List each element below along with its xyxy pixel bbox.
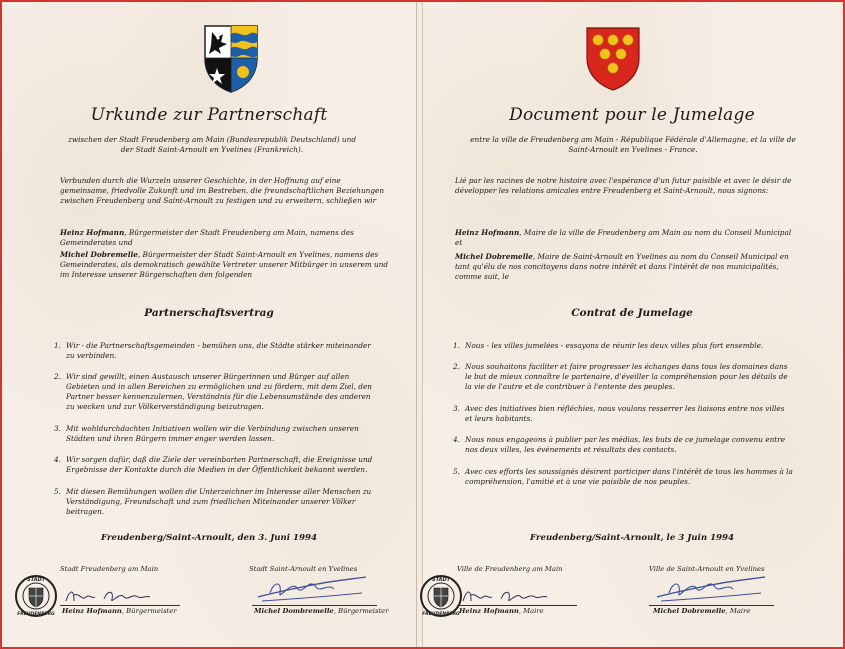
german-item-number: 3. <box>54 424 61 433</box>
french-signatory-1-name: Heinz Hofmann <box>455 228 520 237</box>
french-item-number: 3. <box>453 404 460 413</box>
german-item-text: Wir sind gewillt, einen Austausch unserer Bürgerinnen und Bürger auf allen Gebieten und in allen Bereichen zu ermöglichen und zu fördern, mit dem Ziel, den Partner besser kennenzulernen, Verständnis für die Lebensumstände des anderen zu wecken und zur Völkerverständigung beizutragen. <box>66 372 372 411</box>
german-subtitle: Partnerschaftsvertrag <box>144 307 274 319</box>
french-item-3 <box>453 404 793 424</box>
german-item-3 <box>54 424 374 444</box>
german-signatory-1-text: , Bürgermeister der Stadt Freudenberg am Main, namens des Gemeinderates und <box>60 228 354 247</box>
german-sign-left-name <box>62 607 177 615</box>
german-signatory-2-name: Michel Dobremelle <box>60 250 138 259</box>
german-sign-left-name-text: Heinz Hofmann <box>62 607 122 615</box>
french-sign-left-label: Ville de Freudenberg am Main <box>457 565 563 573</box>
german-sign-right-label: Stadt Saint-Arnoult en Yvelines <box>249 565 358 573</box>
german-intro: zwischen der Stadt Freudenberg am Main (Bundesrepublik Deutschland) und der Stadt Saint-Arnoult en Yvelines (Frankreich). <box>67 135 356 154</box>
german-item-1 <box>54 341 374 361</box>
german-item-text: Wir sorgen dafür, daß die Ziele der vereinbarten Partnerschaft, die Ereignisse und Ergebnisse der Kontakte durch die Medien in der Öffentlichkeit bekannt werden. <box>66 455 373 474</box>
french-item-number: 2. <box>453 362 460 371</box>
german-sign-right-name <box>254 607 388 615</box>
handwritten-signature-icon <box>459 585 549 607</box>
french-subtitle: Contrat de Jumelage <box>571 307 693 319</box>
french-sign-left-name-text: Heinz Hofmann <box>459 607 519 615</box>
german-signatory-2-text: , Bürgermeister der Stadt Saint-Arnoult en Yvelines, namens des Gemeinderates, als demokratisch gewählte Vertreter unserer Mitbürger in unserem und im Interesse unserer Bürgerschaften den folgenden <box>60 250 389 279</box>
french-sign-right-role: , Maire <box>725 607 751 615</box>
svg-text:FREUDENBERG: FREUDENBERG <box>422 612 460 617</box>
french-item-5 <box>453 467 793 487</box>
french-item-2 <box>453 362 793 392</box>
german-sign-right-name-text: Michel Dombremelle <box>254 607 334 615</box>
german-sign-left-role: , Bürgermeister <box>121 607 177 615</box>
german-certificate-page <box>2 2 417 647</box>
german-sign-right-line <box>252 605 377 606</box>
svg-text:FREUDENBERG: FREUDENBERG <box>17 612 55 617</box>
svg-text:STADT: STADT <box>26 577 46 583</box>
german-item-text: Mit diesen Bemühungen wollen die Unterzeichner im Interesse aller Menschen zu Verständigung, Freundschaft und zum friedlichen Miteinander unserer Völker beitragen. <box>66 487 372 516</box>
french-item-1 <box>453 341 793 351</box>
french-item-4 <box>453 435 793 455</box>
german-item-number: 5. <box>54 487 61 496</box>
french-item-text: Nous souhaitons faciliter et faire progresser les échanges dans tous les domaines dans le but de mieux connaître le partenaire, d'éveiller la compréhension pour les détails de la vie de l'autre et de contribuer à l'entente des peuples. <box>465 362 788 391</box>
french-item-text: Avec des initiatives bien réfléchies, nous voulons resserrer les liaisons entre nos villes et leurs habitants. <box>465 404 785 423</box>
german-preamble: Verbunden durch die Wurzeln unserer Geschichte, in der Hoffnung auf eine gemeinsame, friedvolle Zukunft und im Bestreben, die freundschaftlichen Beziehungen zwischen Freudenberg und Saint-Arnoult zu festigen und zu erweitern, schließen wir <box>60 176 385 205</box>
french-item-text: Avec ces efforts les soussignés désirent participer dans l'intérêt de tous les hommes à la compréhension, l'amitié et à une vie paisible de nos peuples. <box>465 467 793 486</box>
french-item-text: Nous nous engageons à publier par les médias, les buts de ce jumelage convenu entre nos deux villes, les événements et résultats des contacts. <box>465 435 786 454</box>
french-item-number: 1. <box>453 341 460 350</box>
german-item-text: Mit wohldurchdachten Initiativen wollen wir die Verbindung zwischen unseren Städten und ihren Bürgern immer enger werden lassen. <box>66 424 359 443</box>
french-place-date: Freudenberg/Saint-Arnoult, le 3 Juin 1994 <box>530 533 734 543</box>
french-signatory-2-text: , Maire de Saint-Arnoult en Yvelines au nom du Conseil Municipal en tant qu'élu de nos concitoyens dans notre intérêt et dans l'intérêt de nos municipalités, comme suit, le <box>455 252 789 281</box>
german-sign-left-label: Stadt Freudenberg am Main <box>60 565 159 573</box>
french-certificate-page <box>422 2 841 647</box>
french-sign-left-name <box>459 607 544 615</box>
freudenberg-seal-stamp-icon <box>14 574 58 618</box>
french-item-text: Nous - les villes jumelées - essayons de réunir les deux villes plus fort ensemble. <box>465 341 764 350</box>
french-signatory-2-name: Michel Dobremelle <box>455 252 533 261</box>
german-signatory-2 <box>60 250 390 280</box>
handwritten-signature-icon <box>62 585 152 607</box>
french-signatory-1 <box>455 228 800 248</box>
french-title: Document pour le Jumelage <box>509 105 755 125</box>
french-sign-right-name-text: Michel Dobremelle <box>653 607 726 615</box>
german-title: Urkunde zur Partnerschaft <box>90 105 328 125</box>
saint-arnoult-coat-of-arms-icon <box>585 26 641 92</box>
french-sign-left-role: , Maire <box>518 607 544 615</box>
handwritten-signature-icon <box>252 571 372 605</box>
french-intro: entre la ville de Freudenberg am Main - République Fédérale d'Allemagne, et la ville de Saint-Arnoult en Yvelines - France. <box>470 135 796 154</box>
german-signatory-1 <box>60 228 390 248</box>
french-signatory-2 <box>455 252 800 282</box>
french-sign-left-line <box>457 605 577 606</box>
french-item-number: 5. <box>453 467 460 476</box>
french-item-number: 4. <box>453 435 460 444</box>
french-preamble: Lié par les racines de notre histoire avec l'espérance d'un futur paisible et avec le désir de développer les relations amicales entre Freudenberg et Saint-Arnoult, nous signons: <box>455 176 792 195</box>
freudenberg-coat-of-arms-icon <box>203 24 259 94</box>
german-signatory-1-name: Heinz Hofmann <box>60 228 125 237</box>
german-item-2 <box>54 372 374 412</box>
french-sign-right-line <box>649 605 774 606</box>
german-sign-left-line <box>60 605 180 606</box>
german-item-number: 1. <box>54 341 61 350</box>
german-item-text: Wir - die Partnerschaftsgemeinden - bemühen uns, die Städte stärker miteinander zu verbinden. <box>66 341 371 360</box>
freudenberg-seal-stamp-icon <box>419 574 463 618</box>
german-item-5 <box>54 487 374 517</box>
german-item-number: 2. <box>54 372 61 381</box>
french-signatory-1-text: , Maire de la ville de Freudenberg am Main au nom du Conseil Municipal et <box>455 228 792 247</box>
german-item-number: 4. <box>54 455 61 464</box>
french-sign-right-label: Ville de Saint-Arnoult en Yvelines <box>649 565 765 573</box>
french-sign-right-name <box>653 607 750 615</box>
svg-text:STADT: STADT <box>431 577 451 583</box>
german-sign-right-role: , Bürgermeister <box>333 607 389 615</box>
handwritten-signature-icon <box>651 571 771 605</box>
german-item-4 <box>54 455 374 475</box>
german-place-date: Freudenberg/Saint-Arnoult, den 3. Juni 1994 <box>101 533 317 543</box>
